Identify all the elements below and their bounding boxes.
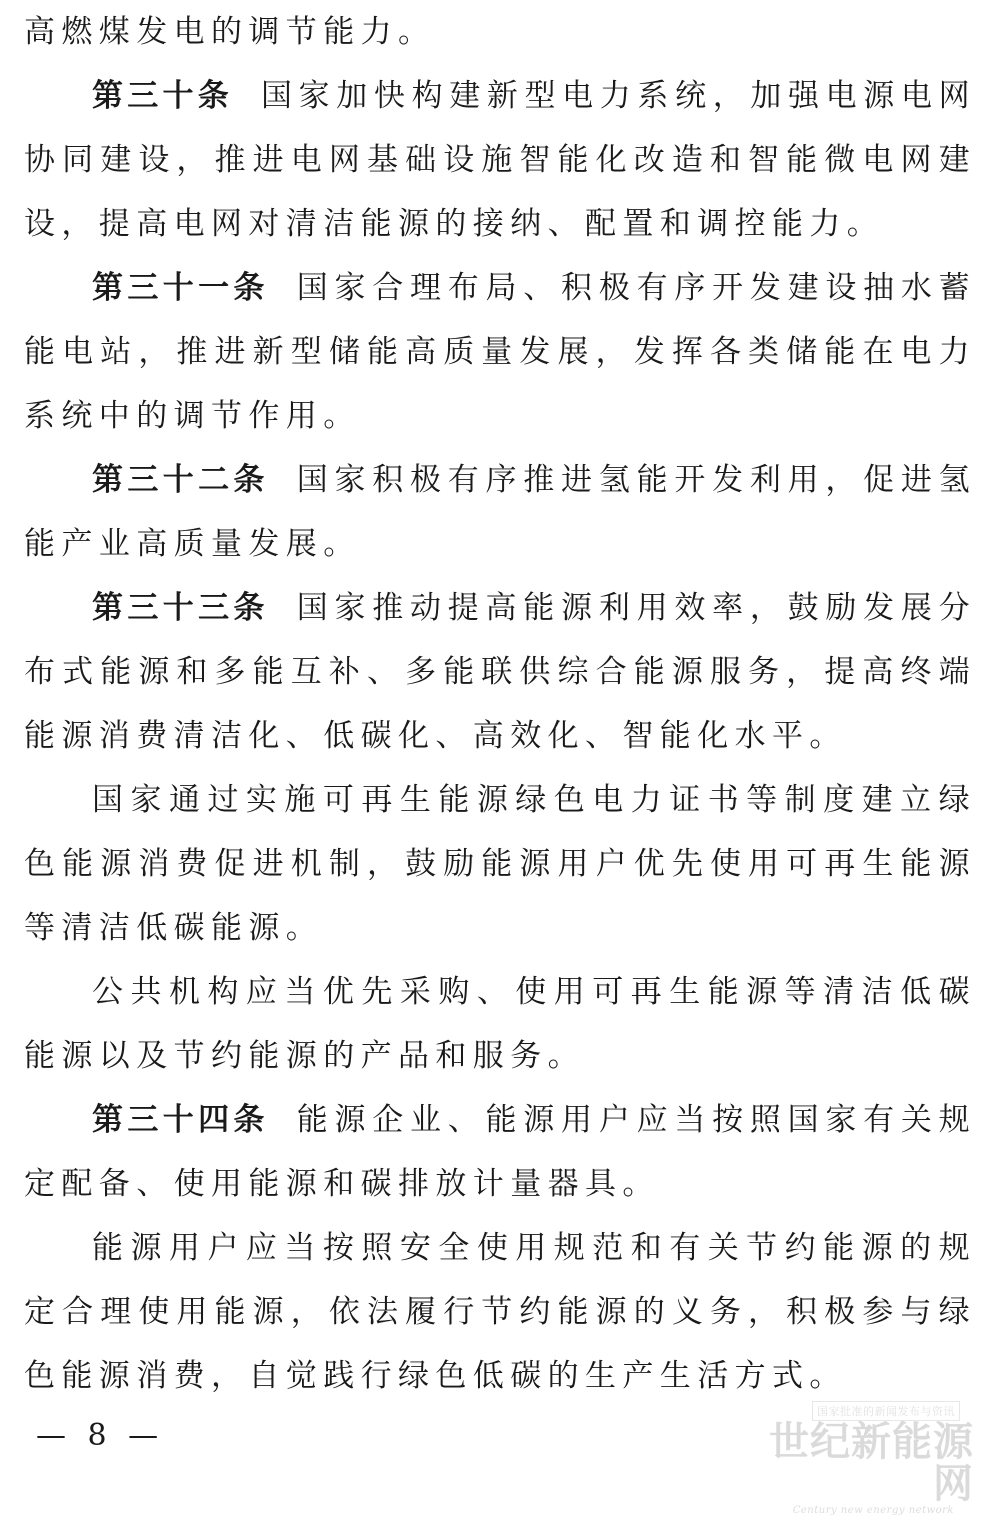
paragraph-text: 高燃煤发电的调节能力。 <box>24 14 436 50</box>
article-33-clause-2 <box>24 768 976 960</box>
watermark-english: Century new energy network <box>792 1505 954 1516</box>
paragraph-text: 国家通过实施可再生能源绿色电力证书等制度建立绿色能源消费促进机制，鼓励能源用户优先使用可再生能源等清洁低碳能源。 <box>24 782 976 946</box>
article-heading: 第三十条 <box>92 78 233 114</box>
article-34-clause-2 <box>24 1216 976 1408</box>
watermark-logo-text: 世纪新能源网 <box>769 1418 974 1507</box>
paragraph-text: 国家加快构建新型电力系统，加强电源电网协同建设，推进电网基础设施智能化改造和智能微电网建设，提高电网对清洁能源的接纳、配置和调控能力。 <box>24 78 976 242</box>
paragraph-continuation <box>24 0 976 64</box>
article-33-clause-3 <box>24 960 976 1088</box>
article-34 <box>24 1088 976 1216</box>
article-heading: 第三十四条 <box>92 1102 269 1138</box>
article-33 <box>24 576 976 768</box>
watermark-tagline: 国家批准的新闻发布与资讯 <box>812 1401 960 1421</box>
site-watermark <box>734 1400 974 1516</box>
document-body <box>24 0 976 1408</box>
article-30 <box>24 64 976 256</box>
article-heading: 第三十二条 <box>92 462 269 498</box>
paragraph-text: 国家合理布局、积极有序开发建设抽水蓄能电站，推进新型储能高质量发展，发挥各类储能在电力系统中的调节作用。 <box>24 270 977 434</box>
paragraph-text: 能源企业、能源用户应当按照国家有关规定配备、使用能源和碳排放计量器具。 <box>24 1102 977 1202</box>
article-31 <box>24 256 976 448</box>
article-32 <box>24 448 976 576</box>
page-number: — 8 — <box>36 1418 165 1453</box>
paragraph-text: 能源用户应当按照安全使用规范和有关节约能源的规定合理使用能源，依法履行节约能源的义务，积极参与绿色能源消费，自觉践行绿色低碳的生产生活方式。 <box>24 1230 976 1394</box>
paragraph-text: 国家推动提高能源利用效率，鼓励发展分布式能源和多能互补、多能联供综合能源服务，提高终端能源消费清洁化、低碳化、高效化、智能化水平。 <box>24 590 977 754</box>
article-heading: 第三十三条 <box>92 590 269 626</box>
article-heading: 第三十一条 <box>92 270 269 306</box>
paragraph-text: 国家积极有序推进氢能开发利用，促进氢能产业高质量发展。 <box>24 462 977 562</box>
paragraph-text: 公共机构应当优先采购、使用可再生能源等清洁低碳能源以及节约能源的产品和服务。 <box>24 974 976 1074</box>
